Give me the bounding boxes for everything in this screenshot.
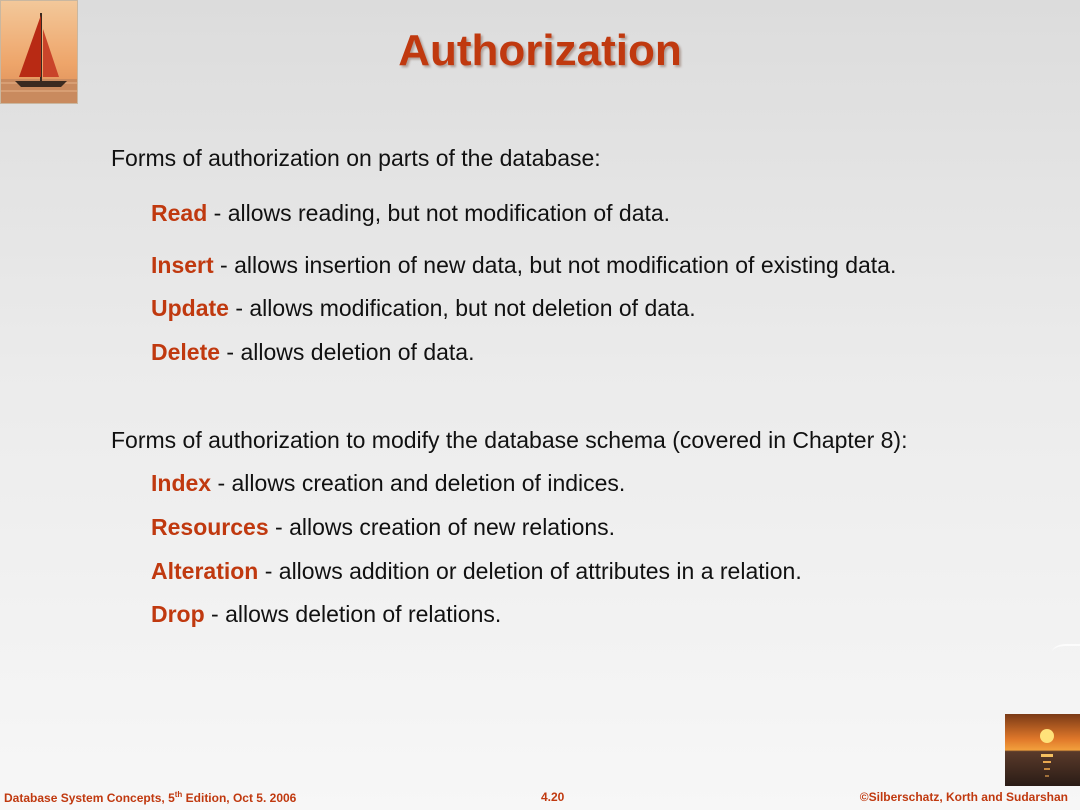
decorative-arc [1052, 644, 1080, 660]
term-read: Read [151, 200, 208, 226]
description-index: - allows creation and deletion of indices. [211, 470, 626, 496]
footer-course-sup: th [174, 790, 183, 799]
list-item-read [151, 200, 670, 227]
list-item-update [151, 295, 696, 322]
list-item-alteration [151, 558, 802, 585]
term-insert: Insert [151, 252, 214, 278]
description-resources: - allows creation of new relations. [268, 514, 616, 540]
description-delete: - allows deletion of data. [220, 339, 475, 365]
term-index: Index [151, 470, 212, 496]
list-item-insert [151, 252, 896, 279]
term-alteration: Alteration [151, 558, 259, 584]
footer-course-prefix: Database System Concepts, 5 [4, 791, 175, 805]
sunset-logo-icon [1005, 714, 1080, 786]
description-alteration: - allows addition or deletion of attributes in a relation. [258, 558, 802, 584]
description-update: - allows modification, but not deletion of data. [228, 295, 696, 321]
description-insert: - allows insertion of new data, but not modification of existing data. [213, 252, 897, 278]
section-heading-data-authorization: Forms of authorization on parts of the database: [111, 145, 601, 171]
list-item-drop [151, 601, 501, 628]
description-read: - allows reading, but not modification of data. [207, 200, 671, 226]
section-heading-schema-authorization: Forms of authorization to modify the database schema (covered in Chapter 8): [111, 427, 908, 453]
list-item-index [151, 470, 625, 497]
footer-course-info [4, 790, 296, 805]
footer-copyright: ©Silberschatz, Korth and Sudarshan [859, 790, 1068, 804]
description-drop: - allows deletion of relations. [204, 601, 502, 627]
term-drop: Drop [151, 601, 205, 627]
slide-title: Authorization [398, 26, 682, 75]
list-item-delete [151, 339, 474, 366]
term-resources: Resources [151, 514, 269, 540]
term-delete: Delete [151, 339, 221, 365]
list-item-resources [151, 514, 615, 541]
footer-course-suffix: Edition, Oct 5. 2006 [182, 791, 297, 805]
footer-page-number: 4.20 [541, 790, 565, 804]
term-update: Update [151, 295, 229, 321]
